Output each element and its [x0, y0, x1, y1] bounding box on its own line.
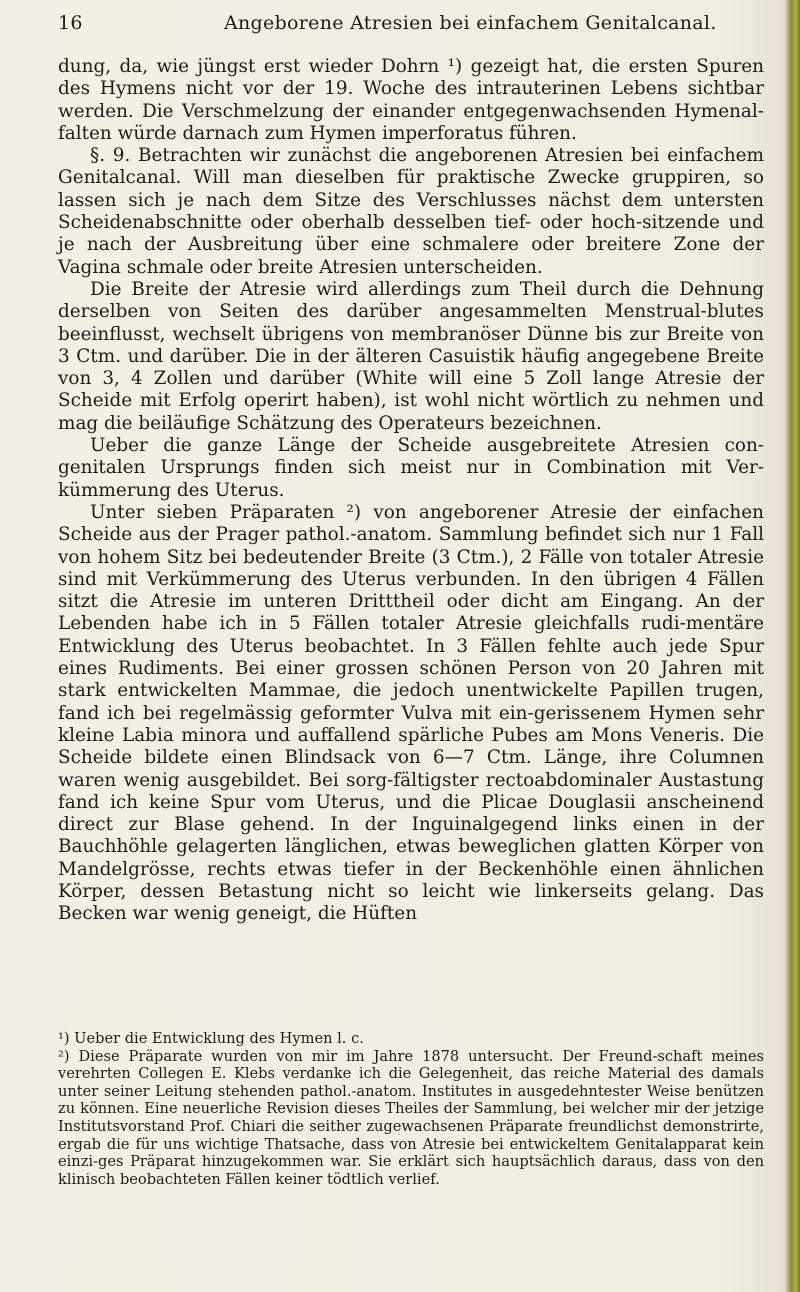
page-number: 16 — [58, 12, 83, 34]
page-edge — [786, 0, 800, 1292]
running-head-title: Angeborene Atresien bei einfachem Genitalcanal. — [224, 12, 717, 34]
footnotes — [58, 1030, 764, 1188]
body-text — [58, 56, 764, 926]
paragraph: dung, da, wie jüngst erst wieder Dohrn ¹) gezeigt hat, die ersten Spuren des Hymens nicht vor der 19. Woche des intrauterinen Lebens sichtbar werden. Die Verschmelzung der einander entgegenwachsenden Hymenal-falten würde darnach zum Hymen imperforatus führen. — [58, 56, 764, 144]
footnote: ²) Diese Präparate wurden von mir im Jahre 1878 untersucht. Der Freund-schaft meines verehrten Collegen E. Klebs verdanke ich die Gelegenheit, das reiche Material des damals unter seiner Leitung stehenden pathol.-anatom. Institutes in ausgedehntester Weise benützen zu können. Eine neuerliche Revision dieses Theiles der Sammlung, bei welcher mir der jetzige Institutsvorstand Prof. Chiari die seither zugewachsenen Präparate freundlichst demonstrirte, ergab die für uns wichtige Thatsache, dass von Atresie bei entwickeltem Genitalapparat kein einzi-ges Präparat hinzugekommen war. Sie erklärt sich hauptsächlich daraus, dass von den klinisch beobachteten Fällen keiner tödtlich verlief. — [58, 1047, 764, 1188]
footnote: ¹) Ueber die Entwicklung des Hymen l. c. — [58, 1030, 364, 1047]
paragraph: Die Breite der Atresie wird allerdings zum Theil durch die Dehnung derselben von Seiten des darüber angesammelten Menstrual-blutes beeinflusst, wechselt übrigens von membranöser Dünne bis zur Breite von 3 Ctm. und darüber. Die in der älteren Casuistik häufig angegebene Breite von 3, 4 Zollen und darüber (White will eine 5 Zoll lange Atresie der Scheide mit Erfolg operirt haben), ist wohl nicht wörtlich zu nehmen und mag die beiläufige Schätzung des Operateurs bezeichnen. — [58, 278, 764, 434]
paragraph: §. 9. Betrachten wir zunächst die angeborenen Atresien bei einfachem Genitalcanal. Will man dieselben für praktische Zwecke gruppiren, so lassen sich je nach dem Sitze des Verschlusses nächst dem untersten Scheidenabschnitte oder oberhalb desselben tief- oder hoch-sitzende und je nach der Ausbreitung über eine schmalere oder breitere Zone der Vagina schmale oder breite Atresien unterscheiden. — [58, 145, 764, 278]
running-head — [58, 12, 758, 42]
paragraph: Unter sieben Präparaten ²) von angeborener Atresie der einfachen Scheide aus der Prager pathol.-anatom. Sammlung befindet sich nur 1 Fall von hohem Sitz bei bedeutender Breite (3 Ctm.), 2 Fälle von totaler Atresie sind mit Verkümmerung des Uterus verbunden. In den übrigen 4 Fällen sitzt die Atresie im unteren Dritttheil oder dicht am Eingang. An der Lebenden habe ich in 5 Fällen totaler Atresie gleichfalls rudi-mentäre Entwicklung des Uterus beobachtet. In 3 Fällen fehlte auch jede Spur eines Rudiments. Bei einer grossen schönen Person von 20 Jahren mit stark entwickelten Mammae, die jedoch unentwickelte Papillen trugen, fand ich bei regelmässig geformter Vulva mit ein-gerissenem Hymen sehr kleine Labia minora und auffallend spärliche Pubes am Mons Veneris. Die Scheide bildete einen Blindsack von 6—7 Ctm. Länge, ihre Columnen waren wenig ausgebildet. Bei sorg-fältigster rectoabdominaler Austastung fand ich keine Spur vom Uterus, und die Plicae Douglasii anscheinend direct zur Blase gehend. In der Inguinalgegend links einen in der Bauchhöhle gelagerten länglichen, etwas beweglichen glatten Körper von Mandelgrösse, rechts etwas tiefer in der Beckenhöhle einen ähnlichen Körper, dessen Betastung nicht so leicht wie linkerseits gelang. Das Becken war wenig geneigt, die Hüften — [58, 501, 764, 925]
paragraph: Ueber die ganze Länge der Scheide ausgebreitete Atresien con-genitalen Ursprungs finden sich meist nur in Combination mit Ver-kümmerung des Uterus. — [58, 435, 764, 501]
